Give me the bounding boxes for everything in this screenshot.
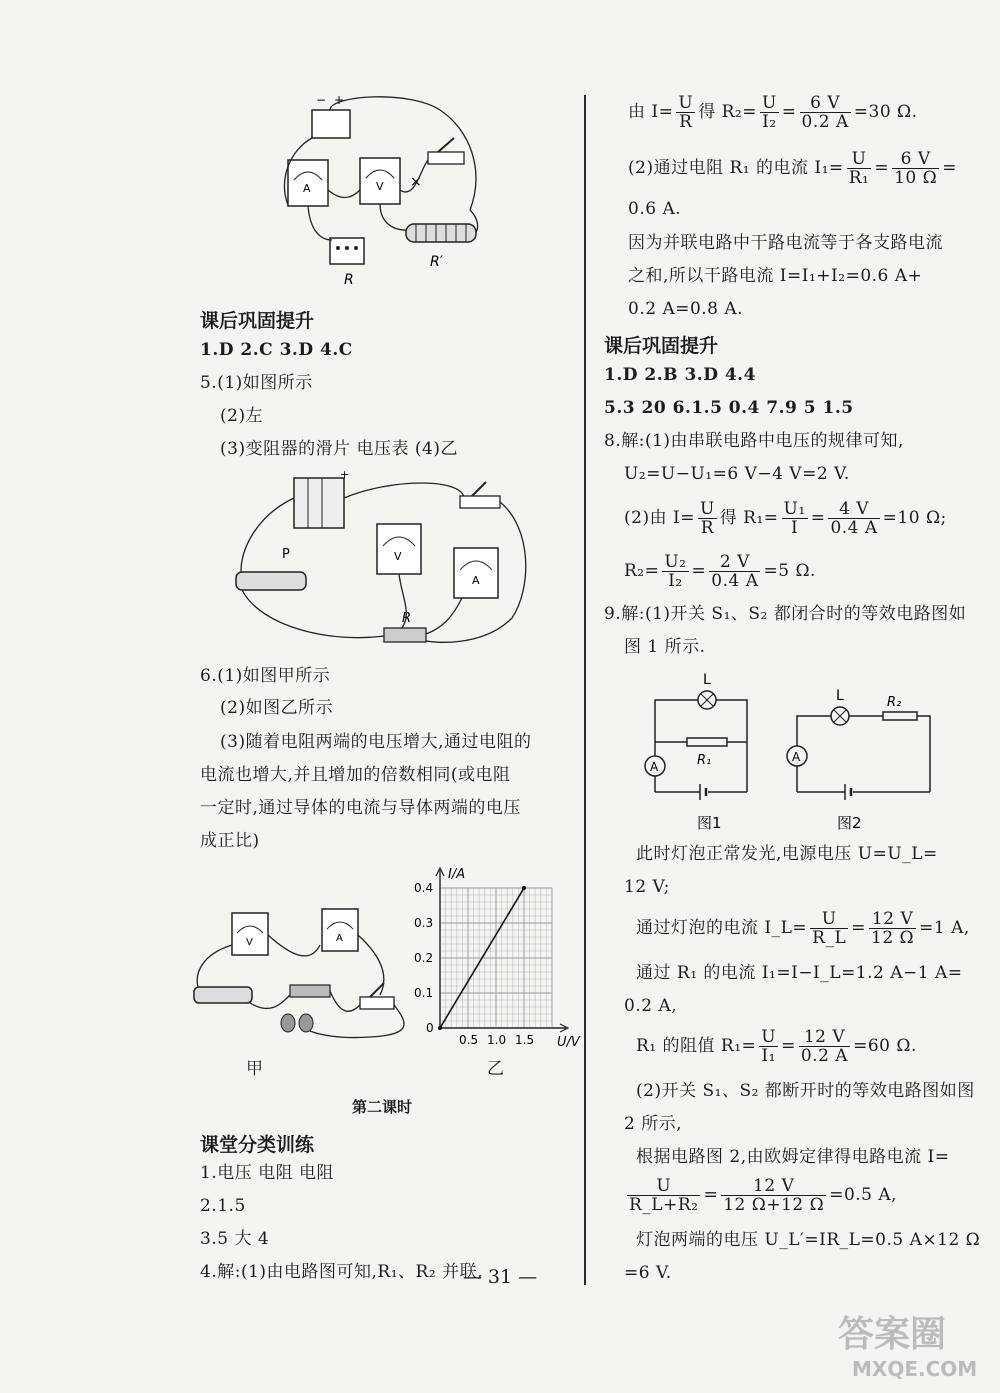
answer-line: 4.解:(1)由电路图可知,R₁、R₂ 并联, [200, 1262, 483, 1282]
answer-line: (3)随着电阻两端的电压增大,通过电阻的 [220, 732, 532, 752]
answer-line: 根据电路图 2,由欧姆定律得电路电流 I= [636, 1147, 950, 1167]
page-number: — 31 — [462, 1266, 538, 1288]
answer-line: 1.电压 电阻 电阻 [200, 1163, 335, 1183]
figure-caption: 乙 [487, 1059, 505, 1079]
formula-line: 通过灯泡的电流 I_L= $\frac{U}{R\_L}$ = $\frac{12 V}{12 \Omega}$ =1 A, [636, 909, 970, 948]
answer-line: 12 V; [624, 877, 670, 897]
ammeter-label: A [472, 574, 480, 587]
schematic-figure [635, 664, 945, 834]
y-tick-label: 0.1 [414, 986, 434, 1000]
answer-line: (2)开关 S₁、S₂ 都断开时的等效电路图如图 [636, 1081, 975, 1101]
section-heading: 课堂分类训练 [200, 1134, 315, 1156]
figure-caption: 图1 [697, 814, 722, 832]
section-heading: 课后巩固提升 [604, 335, 719, 357]
chart-ticks [414, 881, 534, 1047]
x-tick-label: 0.5 [459, 1033, 479, 1047]
y-tick-label: 0.4 [414, 881, 434, 895]
meter-label: V [246, 937, 253, 948]
battery-plus: + [340, 468, 350, 481]
circuit-figure-2 [232, 468, 532, 658]
formula-line: $\frac{U}{\text{R\_L+R₂}}$ = $\frac{12 V}{12 \Omega+12 \Omega}$ =0.5 A, [629, 1176, 898, 1215]
answer-line: 1.D 2.B 3.D 4.4 [604, 365, 756, 385]
answer-line: 0.2 A, [624, 996, 678, 1016]
iv-chart [410, 860, 595, 1055]
schematic-1 [645, 672, 747, 800]
answer-line: 之和,所以干路电流 I=I₁+I₂=0.6 A+ [628, 266, 923, 286]
battery-minus: − [316, 93, 327, 107]
series-point [522, 886, 526, 890]
origin-label: 0 [426, 1021, 434, 1035]
lesson-subtitle: 第二课时 [352, 1098, 413, 1116]
circuit-figure-jia [190, 905, 415, 1045]
watermark-chars: 答案圈 [838, 1314, 947, 1355]
chart-axes [436, 867, 581, 1050]
chart-grid [440, 888, 552, 1028]
section-heading: 课后巩固提升 [200, 310, 315, 332]
answer-line: 通过 R₁ 的电流 I₁=I−I_L=1.2 A−1 A= [636, 963, 963, 983]
answer-line: 2 所示, [624, 1114, 683, 1134]
answer-line: 3.5 大 4 [200, 1229, 270, 1249]
circuit-figure-1 [270, 90, 500, 290]
lamp-label: L [703, 672, 711, 688]
answer-line: 6.(1)如图甲所示 [200, 666, 331, 686]
answer-line: U₂=U−U₁=6 V−4 V=2 V. [624, 464, 850, 484]
answer-line: 因为并联电路中干路电流等于各支路电流 [628, 233, 943, 253]
resistor-label: R [402, 611, 412, 626]
figure-caption: 甲 [246, 1059, 264, 1079]
answer-line: (3)变阻器的滑片 电压表 (4)乙 [220, 439, 458, 459]
y-tick-label: 0.3 [414, 916, 434, 930]
ammeter-label: A [792, 750, 801, 764]
slider-label: P [282, 547, 290, 562]
answer-line: 电流也增大,并且增加的倍数相同(或电阻 [200, 765, 511, 785]
figure-caption: 图2 [837, 814, 862, 832]
answer-line: 8.解:(1)由串联电路中电压的规律可知, [604, 431, 904, 451]
x-axis-label: U/V [557, 1035, 580, 1050]
cross-mark: × [410, 174, 422, 190]
answer-line: 成正比) [200, 831, 260, 851]
answer-line: 图 1 所示. [624, 637, 706, 657]
formula-line: (2)由 I= $\frac{U}{R}$ 得 R₁= $\frac{\text{U₁}}{I}$ = $\frac{4 V}{0.4 A}$ =10 Ω; [624, 499, 947, 538]
y-tick-label: 0.2 [414, 951, 434, 965]
rheostat-label: R′ [430, 254, 443, 270]
answer-line: 2.1.5 [200, 1196, 246, 1216]
answer-line: 9.解:(1)开关 S₁、S₂ 都闭合时的等效电路图如 [604, 604, 967, 624]
series-point [438, 1026, 442, 1030]
meter-label: A [336, 933, 343, 944]
ammeter-label: A [650, 760, 659, 774]
formula-line: 由 I= $\frac{U}{R}$ 得 R₂= $\frac{U}{\text{I₂}}$ = $\frac{6 V}{0.2 A}$ =30 Ω. [628, 93, 918, 132]
formula-line: R₁ 的阻值 R₁= $\frac{U}{\text{I₁}}$ = $\frac{12 V}{0.2 A}$ =60 Ω. [636, 1027, 917, 1066]
battery-plus: + [334, 93, 345, 107]
x-tick-label: 1.5 [515, 1033, 535, 1047]
resistor-label: R₁ [697, 753, 712, 768]
lamp-label: L [836, 688, 844, 704]
ammeter-label: A [303, 182, 311, 195]
voltmeter-label: V [376, 180, 384, 193]
resistor-label: R₂ [887, 695, 902, 710]
answer-line: 5.(1)如图所示 [200, 373, 313, 393]
answer-line: 5.3 20 6.1.5 0.4 7.9 5 1.5 [604, 398, 854, 418]
resistor-label: R [344, 272, 354, 288]
y-axis-label: I/A [448, 867, 466, 882]
answer-line: 此时灯泡正常发光,电源电压 U=U_L= [636, 844, 938, 864]
x-tick-label: 1.0 [487, 1033, 507, 1047]
formula-line: (2)通过电阻 R₁ 的电流 I₁= $\frac{U}{\text{R₁}}$ = $\frac{6 V}{10 \Omega}$ = [628, 149, 957, 188]
answer-line: 0.6 A. [628, 199, 682, 219]
schematic-2 [787, 688, 930, 800]
answer-line: 0.2 A=0.8 A. [628, 299, 744, 319]
watermark-logo [832, 1298, 982, 1383]
answer-line: 1.D 2.C 3.D 4.C [200, 340, 353, 360]
column-divider [584, 95, 586, 1285]
voltmeter-label: V [394, 550, 402, 563]
answer-line: (2)如图乙所示 [220, 698, 334, 718]
answer-line: (2)左 [220, 406, 264, 426]
watermark-url: MXQE.COM [852, 1357, 978, 1381]
formula-line: R₂= $\frac{\text{U₂}}{\text{I₂}}$ = $\frac{2 V}{0.4 A}$ =5 Ω. [624, 552, 816, 591]
answer-line: 一定时,通过导体的电流与导体两端的电压 [200, 798, 521, 818]
answer-line: 灯泡两端的电压 U_L′=IR_L=0.5 A×12 Ω [636, 1230, 981, 1250]
answer-line: =6 V. [624, 1263, 672, 1283]
